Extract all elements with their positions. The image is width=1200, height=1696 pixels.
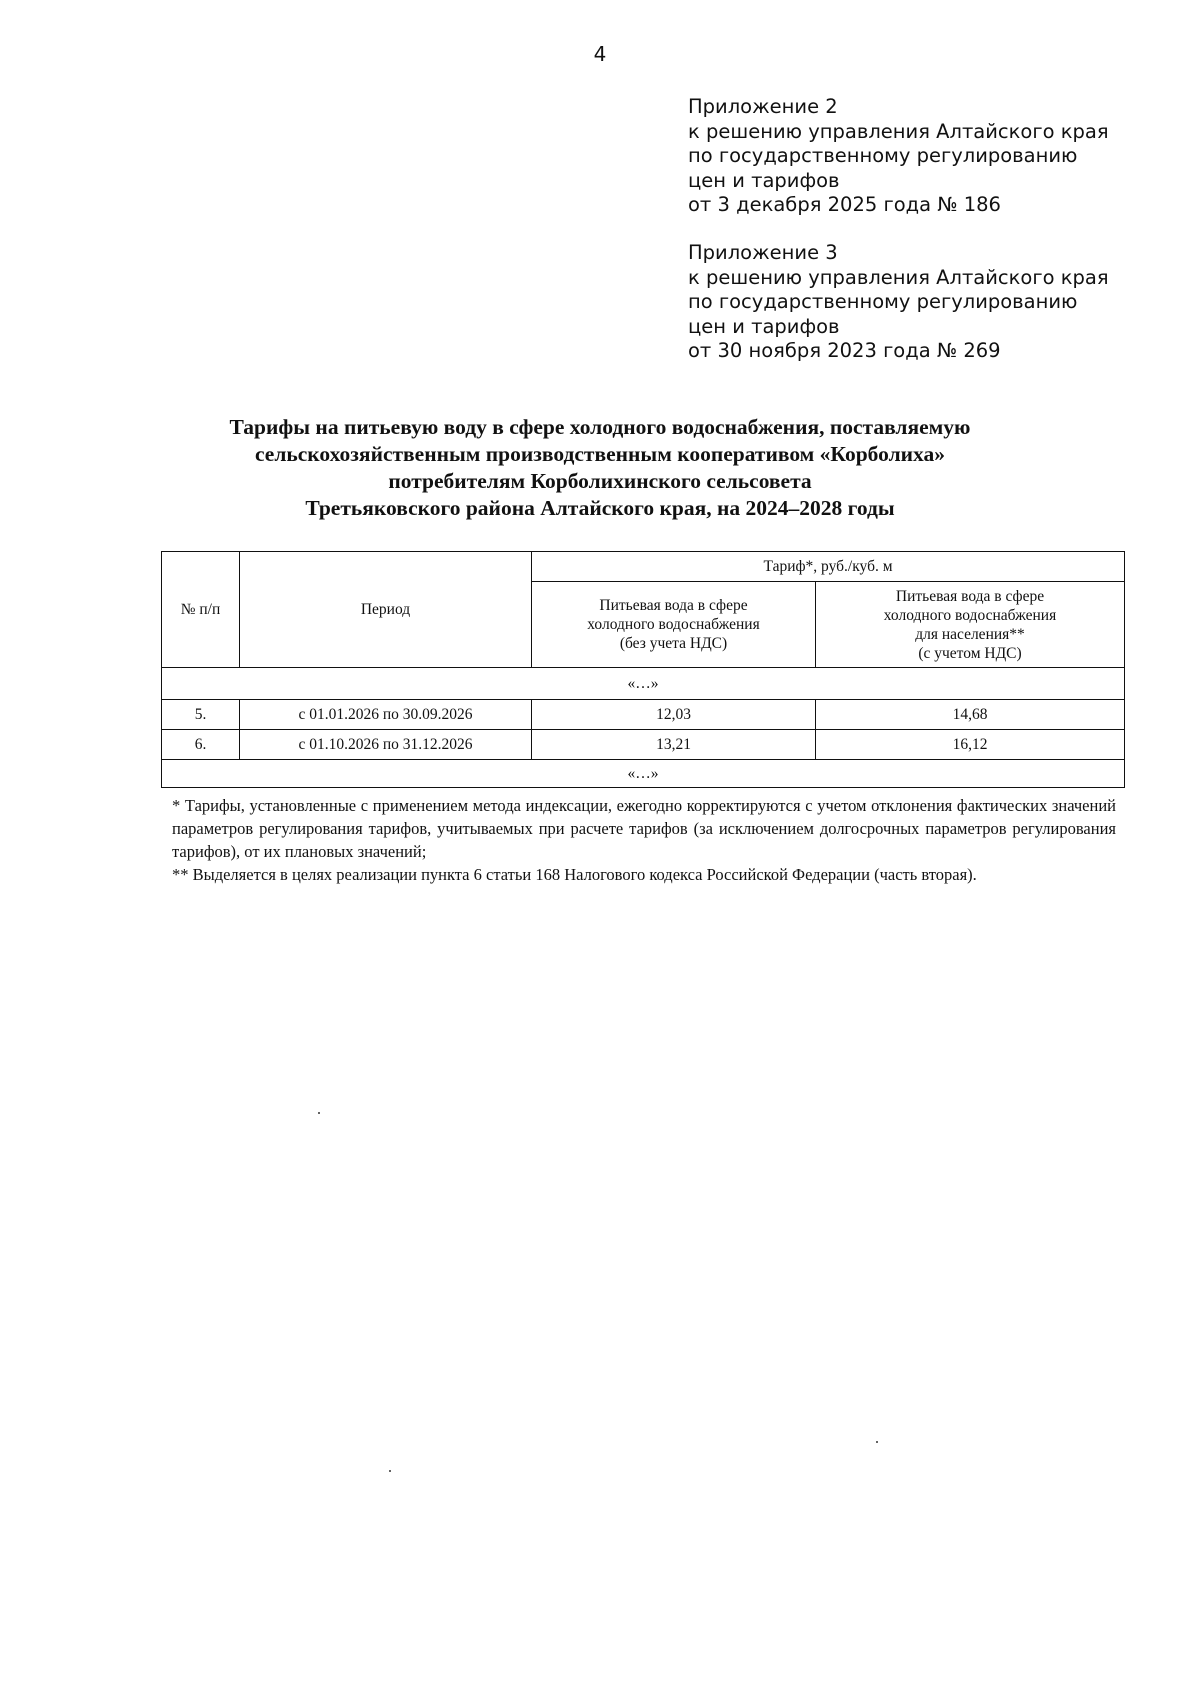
header-no-vat [532,582,816,668]
header-no-vat-line: (без учета НДС) [619,635,728,652]
table-row [162,730,1125,760]
header-num: № п/п [162,552,240,668]
table-row-ellipsis [162,760,1125,788]
appendix-2-header [688,95,1109,218]
footnote-1: * Тарифы, установленные с применением метода индексации, ежегодно корректируются с учетом отклонения фактических значений параметров регулирования тарифов, учитываемых при расчете тарифов (за исключением долгосрочных параметров регулирования тарифов), от их плановых значений; [172,796,1116,861]
row-with-vat: 14,68 [816,700,1125,730]
appendix-2-line: к решению управления Алтайского края [688,119,1109,143]
appendix-3-line: Приложение 3 [688,241,838,264]
row-no-vat: 12,03 [532,700,816,730]
row-period: с 01.10.2026 по 31.12.2026 [240,730,532,760]
header-with-vat-line: Питьевая вода в сфере [895,587,1045,605]
row-period: с 01.01.2026 по 30.09.2026 [240,700,532,730]
header-with-vat [816,582,1125,668]
header-no-vat-line: Питьевая вода в сфере [599,597,748,614]
table-row [162,700,1125,730]
document-title [100,414,1100,522]
row-no-vat: 13,21 [532,730,816,760]
header-tariff: Тариф*, руб./куб. м [532,552,1125,582]
header-with-vat-line: (с учетом НДС) [918,644,1022,662]
appendix-2-line: Приложение 2 [688,95,838,118]
ellipsis-cell: «…» [162,668,1125,700]
page-number: 4 [593,42,607,66]
appendix-3-header [688,241,1109,364]
footnotes [172,794,1116,886]
footnote-2: ** Выделяется в целях реализации пункта 6 статьи 168 Налогового кодекса Российской Федерации (часть вторая). [172,865,977,884]
row-num: 6. [162,730,240,760]
appendix-3-line: от 30 ноября 2023 года № 269 [688,339,1001,362]
appendix-2-line: от 3 декабря 2025 года № 186 [688,193,1001,216]
scan-speck [318,1112,320,1114]
tariff-table [161,551,1125,788]
table-row-ellipsis [162,668,1125,700]
scan-speck [389,1470,391,1472]
title-line: Третьяковского района Алтайского края, на 2024–2028 годы [305,496,895,520]
scan-speck [876,1441,878,1443]
header-with-vat-line: холодного водоснабжения [883,606,1057,624]
row-with-vat: 16,12 [816,730,1125,760]
appendix-2-line: цен и тарифов [688,168,840,192]
title-line: сельскохозяйственным производственным кооперативом «Корболиха» [254,442,946,466]
header-period: Период [240,552,532,668]
title-line: потребителям Корболихинского сельсовета [388,469,812,493]
title-line: Тарифы на питьевую воду в сфере холодного водоснабжения, поставляемую [229,415,971,439]
header-with-vat-line: для населения** [915,625,1025,643]
header-no-vat-line: холодного водоснабжения [587,616,760,633]
appendix-3-line: по государственному регулированию [688,290,1078,313]
ellipsis-cell: «…» [162,760,1125,788]
appendix-3-line: цен и тарифов [688,314,840,338]
row-num: 5. [162,700,240,730]
appendix-2-line: по государственному регулированию [688,144,1078,167]
appendix-3-line: к решению управления Алтайского края [688,265,1109,289]
